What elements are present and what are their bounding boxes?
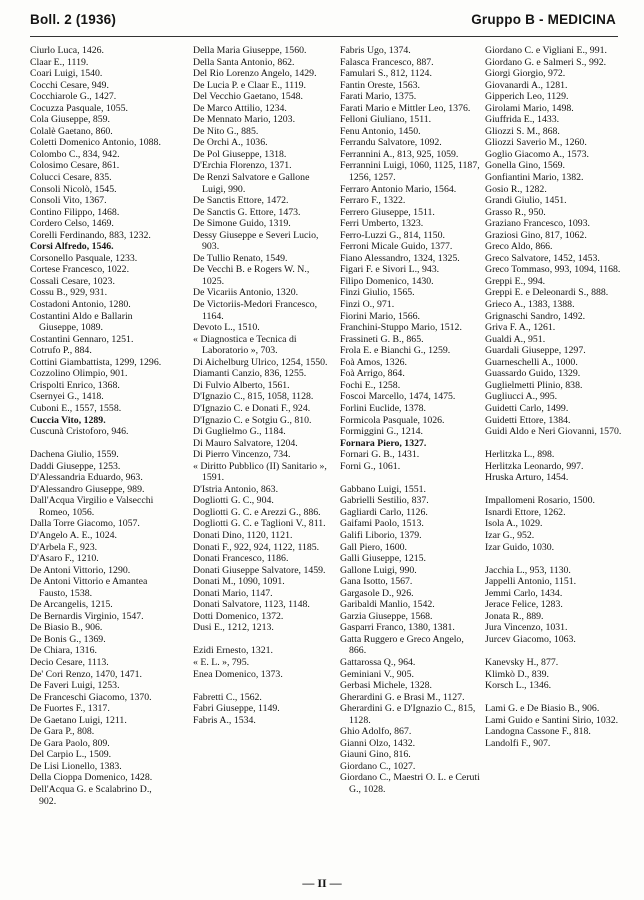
index-entry: Di Fulvio Alberto, 1561.: [193, 379, 290, 391]
index-column-4: [485, 45, 625, 749]
index-entry: Crispolti Enrico, 1368.: [30, 379, 120, 391]
index-entry: Donati M., 1090, 1091.: [193, 576, 285, 588]
letter-gap: [485, 484, 625, 496]
index-entry: Gatta Ruggero e Greco Angelo, 866.: [340, 633, 464, 657]
letter-gap: [485, 553, 625, 565]
index-entry: Dotti Domenico, 1372.: [193, 610, 284, 622]
index-letter-group: [485, 449, 625, 484]
index-entry: De Sanctis Ettore, 1472.: [193, 195, 289, 207]
index-letter-group: [485, 657, 625, 692]
index-entry: De' Cori Renzo, 1470, 1471.: [30, 668, 142, 680]
index-entry: Costadoni Antonio, 1280.: [30, 299, 131, 311]
index-entry: Cortese Francesco, 1022.: [30, 264, 130, 276]
index-entry: Ferri Umberto, 1323.: [340, 218, 424, 230]
index-letter-group: [30, 45, 170, 438]
index-entry: Ciurlo Luca, 1426.: [30, 45, 105, 56]
index-entry: De Chiara, 1316.: [30, 645, 97, 657]
index-entry: Dogliotti G. C. e Taglioni V., 811.: [193, 518, 326, 530]
index-entry: Guarneschelli A., 1000.: [485, 356, 578, 368]
index-entry: Giordano C., 1027.: [340, 760, 416, 772]
index-entry: D'Istria Antonio, 863.: [193, 483, 279, 495]
index-entry: Gallone Luigi, 990.: [340, 564, 417, 576]
index-entry: Di Mauro Salvatore, 1204.: [193, 437, 298, 449]
index-entry: Cuscunà Cristoforo, 946.: [30, 426, 129, 438]
letter-gap: [485, 692, 625, 704]
index-entry: Donati Salvatore, 1123, 1148.: [193, 599, 310, 611]
index-entry: De Mennato Mario, 1203.: [193, 114, 296, 126]
index-entry: Gana Isotto, 1567.: [340, 576, 413, 588]
index-entry: Del Carpio L., 1509.: [30, 749, 112, 761]
letter-gap: [193, 634, 333, 646]
index-entry: Claar E., 1119.: [30, 56, 89, 68]
index-entry: Graziano Francesco, 1093.: [485, 218, 591, 230]
letter-gap: [485, 438, 625, 450]
index-entry: Dell'Acqua G. e Scalabrino D., 902.: [30, 784, 152, 807]
index-entry: De Renzi Salvatore e Gallone Luigi, 990.: [193, 172, 310, 195]
index-entry: Ghio Adolfo, 867.: [340, 726, 412, 738]
index-column-2: [193, 45, 333, 726]
index-entry: « Diritto Pubblico (II) Sanitario », 1591.: [193, 460, 327, 484]
index-entry: Greco Tommaso, 993, 1094, 1168.: [485, 264, 621, 276]
index-entry: Gargasole D., 926.: [340, 587, 414, 599]
index-entry: Gasparri Franco, 1380, 1381.: [340, 622, 455, 634]
index-entry: Cola Giuseppe, 859.: [30, 114, 110, 126]
index-entry: Guidetti Ettore, 1384.: [485, 414, 571, 426]
index-entry: Kanevsky H., 877.: [485, 656, 559, 668]
index-entry: D'Ignazio C., 815, 1058, 1128.: [193, 391, 314, 403]
index-entry: Foà Arrigo, 864.: [340, 368, 405, 380]
index-letter-group: [340, 484, 480, 796]
index-entry: D'Ignazio C. e Sotgiu G., 810.: [193, 414, 312, 426]
index-entry: Guardali Giuseppe, 1297.: [485, 345, 586, 357]
index-entry: Colalè Gaetano, 860.: [30, 125, 113, 137]
index-entry: Geminiani V., 905.: [340, 668, 414, 680]
index-entry: Ferro-Luzzi G., 814, 1150.: [340, 229, 445, 241]
index-entry: Fornari G. B., 1431.: [340, 449, 420, 461]
index-entry: Cotrufo P., 884.: [30, 345, 92, 357]
index-entry: De Vecchi B. e Rogers W. N., 1025.: [193, 264, 310, 287]
index-entry: Finzi Giulio, 1565.: [340, 287, 415, 299]
index-entry: Corelli Ferdinando, 883, 1232.: [30, 229, 151, 241]
index-entry: Dusi E., 1212, 1213.: [193, 622, 274, 634]
index-entry: Guidetti Carlo, 1499.: [485, 402, 569, 414]
index-entry: Colucci Cesare, 835.: [30, 172, 112, 184]
index-entry: De Faveri Luigi, 1253.: [30, 680, 120, 692]
index-entry: Gipperich Leo, 1129.: [485, 91, 569, 103]
index-entry: Jacchia L., 953, 1130.: [485, 564, 571, 576]
index-entry: Contino Filippo, 1468.: [30, 206, 120, 218]
bulletin-issue: Boll. 2 (1936): [30, 12, 117, 27]
index-entry: Cozzolino Olimpio, 901.: [30, 368, 128, 380]
index-entry: Decio Cesare, 1113.: [30, 656, 109, 668]
index-entry: De Nito G., 885.: [193, 125, 259, 137]
index-entry: Impallomeni Rosario, 1500.: [485, 495, 595, 507]
index-entry: Gabrielli Sestilio, 837.: [340, 495, 429, 507]
index-entry: Jerace Felice, 1283.: [485, 599, 563, 611]
index-entry: Galli Giuseppe, 1215.: [340, 553, 426, 565]
index-entry: Gattarossa Q., 964.: [340, 656, 416, 668]
index-entry: De Antoni Vittorio e Amantea Fausto, 1538.: [30, 576, 148, 599]
index-entry: Donati Mario, 1147.: [193, 587, 273, 599]
index-entry: Cocchi Cesare, 949.: [30, 79, 109, 91]
index-entry: Gugliucci A., 995.: [485, 391, 558, 403]
index-entry: Ferraro Antonio Mario, 1564.: [340, 183, 457, 195]
index-entry: Del Rio Lorenzo Angelo, 1429.: [193, 68, 317, 80]
index-entry: Cocuzza Pasquale, 1055.: [30, 102, 128, 114]
index-entry: Giorgi Giorgio, 972.: [485, 68, 566, 80]
index-entry: Greco Aldo, 866.: [485, 241, 553, 253]
index-entry: De Pol Giuseppe, 1318.: [193, 148, 287, 160]
index-entry: Guidi Aldo e Neri Giovanni, 1570.: [485, 426, 622, 438]
letter-gap: [340, 472, 480, 484]
index-entry: Ferrero Giuseppe, 1511.: [340, 206, 435, 218]
letter-gap: [193, 680, 333, 692]
index-entry: Fantin Oreste, 1563.: [340, 79, 420, 91]
index-entry: Dachena Giulio, 1559.: [30, 449, 119, 461]
header-rule: [30, 36, 618, 37]
index-entry: Dessy Giuseppe e Severi Lucio, 903.: [193, 229, 319, 253]
index-entry: D'Alessandro Giuseppe, 989.: [30, 483, 145, 495]
index-entry: Gherardini G. e D'Ignazio C., 815, 1128.: [340, 703, 476, 726]
index-entry: Daddi Giuseppe, 1253.: [30, 460, 121, 472]
index-entry: Giordano C. e Vigliani E., 991.: [485, 45, 607, 56]
index-entry: Donati F., 922, 924, 1122, 1185.: [193, 541, 320, 553]
index-entry: Jura Vincenzo, 1031.: [485, 622, 568, 634]
index-letter-group: [485, 565, 625, 646]
index-entry: Della Santa Antonio, 862.: [193, 56, 295, 68]
index-entry: De Franceschi Giacomo, 1370.: [30, 691, 152, 703]
index-entry: Grignaschi Sandro, 1492.: [485, 310, 586, 322]
letter-gap: [485, 645, 625, 657]
index-entry: Frassineti G. B., 865.: [340, 333, 424, 345]
index-entry: Grieco A., 1383, 1388.: [485, 299, 575, 311]
page-header: [0, 0, 644, 30]
index-entry: Di Pierro Vincenzo, 734.: [193, 449, 291, 461]
index-letter-group: [193, 692, 333, 727]
index-entry: « E. L. », 795.: [193, 656, 250, 668]
index-entry: Della Cioppa Domenico, 1428.: [30, 772, 153, 784]
index-columns: [30, 45, 620, 865]
index-entry: Giordano G. e Salmeri S., 992.: [485, 56, 607, 68]
index-entry: De Lucia P. e Claar E., 1119.: [193, 79, 306, 91]
index-entry: Izar Guido, 1030.: [485, 541, 555, 553]
index-entry: De Gara Paolo, 809.: [30, 737, 110, 749]
index-entry: Foà Amos, 1326.: [340, 356, 407, 368]
index-entry: De Biasio B., 906.: [30, 622, 103, 634]
index-entry: Cocchiarole G., 1427.: [30, 91, 117, 103]
index-entry: Csernyei G., 1418.: [30, 391, 104, 403]
index-entry: Dall'Acqua Virgilio e Valsecchi Romeo, 1056.: [30, 495, 154, 518]
index-letter-group: [340, 45, 480, 472]
index-entry: Klimkò D., 839.: [485, 668, 549, 680]
index-entry: Costantini Gennaro, 1251.: [30, 333, 134, 345]
index-entry: Fabretti C., 1562.: [193, 691, 262, 703]
index-entry: Di Aichelburg Ulrico, 1254, 1550.: [193, 356, 328, 368]
index-entry: Donati Giuseppe Salvatore, 1459.: [193, 564, 326, 576]
index-entry: D'Alessandria Eduardo, 963.: [30, 472, 143, 484]
index-entry: Filipo Domenico, 1430.: [340, 275, 434, 287]
index-entry: Donati Dino, 1120, 1121.: [193, 529, 293, 541]
index-entry: De Lisi Lionello, 1383.: [30, 760, 122, 772]
index-entry: De Bernardis Virginio, 1547.: [30, 610, 144, 622]
index-entry: De Gara P., 808.: [30, 726, 95, 738]
index-entry: Gherardini G. e Brasi M., 1127.: [340, 691, 465, 703]
index-entry: D'Asaro F., 1210.: [30, 553, 99, 565]
index-entry: Jappelli Antonio, 1151.: [485, 576, 577, 588]
index-entry: Falasca Francesco, 887.: [340, 56, 434, 68]
index-entry: Greppi E. e Deleonardi S., 888.: [485, 287, 609, 299]
index-entry: D'Arbela F., 923.: [30, 541, 98, 553]
index-letter-group: [485, 703, 625, 749]
index-entry: Fiano Alessandro, 1324, 1325.: [340, 252, 460, 264]
index-entry: Ezidi Ernesto, 1321.: [193, 645, 273, 657]
index-entry: Gagliardi Carlo, 1126.: [340, 506, 428, 518]
index-entry: Forlini Euclide, 1378.: [340, 402, 426, 414]
index-entry: Gerbasi Michele, 1328.: [340, 680, 432, 692]
index-entry: Garzia Giuseppe, 1568.: [340, 610, 433, 622]
index-entry: Gaifami Paolo, 1513.: [340, 518, 424, 530]
index-letter-group: [30, 449, 170, 807]
index-entry: De Bonis G., 1369.: [30, 633, 106, 645]
index-entry: Enea Domenico, 1373.: [193, 668, 283, 680]
index-letter-group: [485, 495, 625, 553]
index-letter-group: [193, 45, 333, 634]
index-entry: De Sanctis G. Ettore, 1473.: [193, 206, 301, 218]
index-letter-group: [193, 645, 333, 680]
index-entry: Donati Francesco, 1186.: [193, 553, 289, 565]
index-entry: Fabri Giuseppe, 1149.: [193, 703, 280, 715]
index-entry: Herlitzka L., 898.: [485, 449, 555, 461]
index-entry: Gonfiantini Mario, 1382.: [485, 172, 584, 184]
index-entry: D'Ignazio C. e Donati F., 924.: [193, 402, 311, 414]
index-entry: Ferraro F., 1322.: [340, 195, 406, 207]
index-entry: Giordano C., Maestri O. L. e Ceruti G., 1028.: [340, 772, 480, 795]
index-entry: Felloni Giuliano, 1511.: [340, 114, 432, 126]
index-entry: Gall Piero, 1600.: [340, 541, 407, 553]
index-entry: De Simone Guido, 1319.: [193, 218, 291, 230]
index-letter-group: [485, 45, 625, 438]
index-entry: De Fuortes F., 1317.: [30, 703, 110, 715]
index-entry: Figari F. e Sivori L., 943.: [340, 264, 440, 276]
letter-gap: [30, 438, 170, 450]
index-entry: Fenu Antonio, 1450.: [340, 125, 421, 137]
index-entry: Consoli Nicolò, 1545.: [30, 183, 117, 195]
index-entry: Corsonello Pasquale, 1233.: [30, 252, 138, 264]
index-entry: Formicola Pasquale, 1026.: [340, 414, 445, 426]
index-entry: Costantini Aldo e Ballarin Giuseppe, 1089.: [30, 310, 133, 334]
index-entry: Diamanti Canzio, 836, 1255.: [193, 368, 307, 380]
index-entry: Graziosi Gino, 817, 1062.: [485, 229, 587, 241]
index-entry: Fiorini Mario, 1566.: [340, 310, 421, 322]
index-entry: Gualdi A., 951.: [485, 333, 546, 345]
index-entry: Famulari S., 812, 1124.: [340, 68, 432, 80]
index-entry: Coari Luigi, 1540.: [30, 68, 103, 80]
index-entry: Di Guglielmo G., 1184.: [193, 426, 286, 438]
index-entry: Goglio Giacomo A., 1573.: [485, 148, 589, 160]
index-entry: Finzi O., 971.: [340, 299, 395, 311]
index-entry: Colombo C., 834, 942.: [30, 148, 120, 160]
index-entry: Korsch L., 1346.: [485, 680, 552, 692]
index-entry: Gliozzi S. M., 868.: [485, 125, 560, 137]
index-entry: Forni G., 1061.: [340, 460, 401, 472]
index-entry: Grandi Giulio, 1451.: [485, 195, 567, 207]
index-entry: Frola E. e Bianchi G., 1259.: [340, 345, 451, 357]
index-entry: Giauni Gino, 816.: [340, 749, 411, 761]
index-entry: Jonata R., 889.: [485, 610, 544, 622]
index-entry: Farati Mario, 1375.: [340, 91, 417, 103]
index-entry: Dalla Torre Giacomo, 1057.: [30, 518, 140, 530]
page-number: — II —: [302, 876, 342, 890]
index-entry: Colosimo Cesare, 861.: [30, 160, 120, 172]
index-entry: De Gaetano Luigi, 1211.: [30, 714, 127, 726]
index-entry: Fornara Piero, 1327.: [340, 437, 427, 449]
index-entry: Cossali Cesare, 1023.: [30, 275, 115, 287]
index-entry: Dogliotti G. C., 904.: [193, 495, 274, 507]
index-entry: De Arcangelis, 1215.: [30, 599, 113, 611]
index-entry: Gosio R., 1282.: [485, 183, 547, 195]
index-entry: Devoto L., 1510.: [193, 322, 260, 334]
index-entry: Ferroni Micale Guido, 1377.: [340, 241, 453, 253]
index-entry: De Antoni Vittorio, 1290.: [30, 564, 131, 576]
index-entry: Guglielmetti Plinio, 838.: [485, 379, 583, 391]
index-entry: Gianni Olzo, 1432.: [340, 737, 416, 749]
index-entry: Coletti Domenico Antonio, 1088.: [30, 137, 161, 149]
index-entry: Griva F. A., 1261.: [485, 322, 556, 334]
index-entry: Garibaldi Manlio, 1542.: [340, 599, 435, 611]
index-entry: Ferrannini Luigi, 1060, 1125, 1187, 1256, 1257.: [340, 160, 480, 184]
index-entry: Izar G., 952.: [485, 529, 535, 541]
index-entry: Landolfi F., 907.: [485, 737, 551, 749]
index-entry: Hruska Arturo, 1454.: [485, 472, 569, 484]
index-entry: Cossu B., 929, 931.: [30, 287, 108, 299]
index-entry: De Vicariis Antonio, 1320.: [193, 287, 299, 299]
index-entry: « Diagnostica e Tecnica di Laboratorio », 703.: [193, 333, 297, 357]
index-entry: Corsi Alfredo, 1546.: [30, 241, 114, 253]
index-entry: D'Erchia Florenzo, 1371.: [193, 160, 292, 172]
index-entry: Farati Mario e Mittler Leo, 1376.: [340, 102, 471, 114]
index-column-1: [30, 45, 170, 807]
section-title: Gruppo B - MEDICINA: [471, 12, 616, 27]
index-entry: Gabbano Luigi, 1551.: [340, 483, 426, 495]
index-entry: Guassardo Guido, 1329.: [485, 368, 581, 380]
index-entry: Greco Salvatore, 1452, 1453.: [485, 252, 600, 264]
index-entry: Ferrannini A., 813, 925, 1059.: [340, 148, 459, 160]
index-entry: Grasso R., 950.: [485, 206, 546, 218]
index-entry: De Victoriis-Medori Francesco, 1164.: [193, 299, 318, 322]
index-entry: Lami Guido e Santini Sirio, 1032.: [485, 714, 619, 726]
index-entry: Giuffrida E., 1433.: [485, 114, 560, 126]
index-entry: Cuboni E., 1557, 1558.: [30, 402, 122, 414]
index-entry: Cottini Giambattista, 1299, 1296.: [30, 356, 162, 368]
index-entry: Formiggini G., 1214.: [340, 426, 424, 438]
index-entry: Jurcev Giacomo, 1063.: [485, 633, 576, 645]
index-entry: Greppi E., 994.: [485, 275, 546, 287]
index-entry: Franchini-Stuppo Mario, 1512.: [340, 322, 462, 334]
index-entry: Del Vecchio Gaetano, 1548.: [193, 91, 303, 103]
index-entry: De Tullio Renato, 1549.: [193, 252, 288, 264]
index-entry: Isola A., 1029.: [485, 518, 543, 530]
index-entry: Cuccia Vito, 1289.: [30, 414, 106, 426]
index-entry: Della Maria Giuseppe, 1560.: [193, 45, 307, 56]
index-entry: Girolami Mario, 1498.: [485, 102, 574, 114]
index-entry: Consoli Vito, 1367.: [30, 195, 107, 207]
index-entry: Cordero Celso, 1469.: [30, 218, 114, 230]
index-entry: Foscoi Marcello, 1474, 1475.: [340, 391, 456, 403]
index-entry: Galifi Liborio, 1379.: [340, 529, 422, 541]
index-entry: Landogna Cassone F., 818.: [485, 726, 591, 738]
index-entry: Jemmi Carlo, 1434.: [485, 587, 563, 599]
index-entry: Lami G. e De Biasio B., 906.: [485, 703, 600, 715]
index-column-3: [340, 45, 480, 796]
index-entry: De Marco Attilio, 1234.: [193, 102, 287, 114]
index-entry: Gonella Gino, 1569.: [485, 160, 565, 172]
index-entry: Gliozzi Saverio M., 1260.: [485, 137, 587, 149]
index-entry: Herlitzka Leonardo, 997.: [485, 460, 584, 472]
index-entry: Dogliotti G. C. e Arezzi G., 886.: [193, 506, 321, 518]
index-entry: Giovanardi A., 1281.: [485, 79, 568, 91]
index-entry: Fochi E., 1258.: [340, 379, 401, 391]
index-entry: De Orchi A., 1036.: [193, 137, 268, 149]
index-entry: Fabris Ugo, 1374.: [340, 45, 411, 56]
index-entry: D'Angelo A. E., 1024.: [30, 529, 117, 541]
index-entry: Fabris A., 1534.: [193, 714, 256, 726]
index-entry: Ferrandu Salvatore, 1092.: [340, 137, 442, 149]
index-entry: Isnardi Ettore, 1262.: [485, 506, 566, 518]
